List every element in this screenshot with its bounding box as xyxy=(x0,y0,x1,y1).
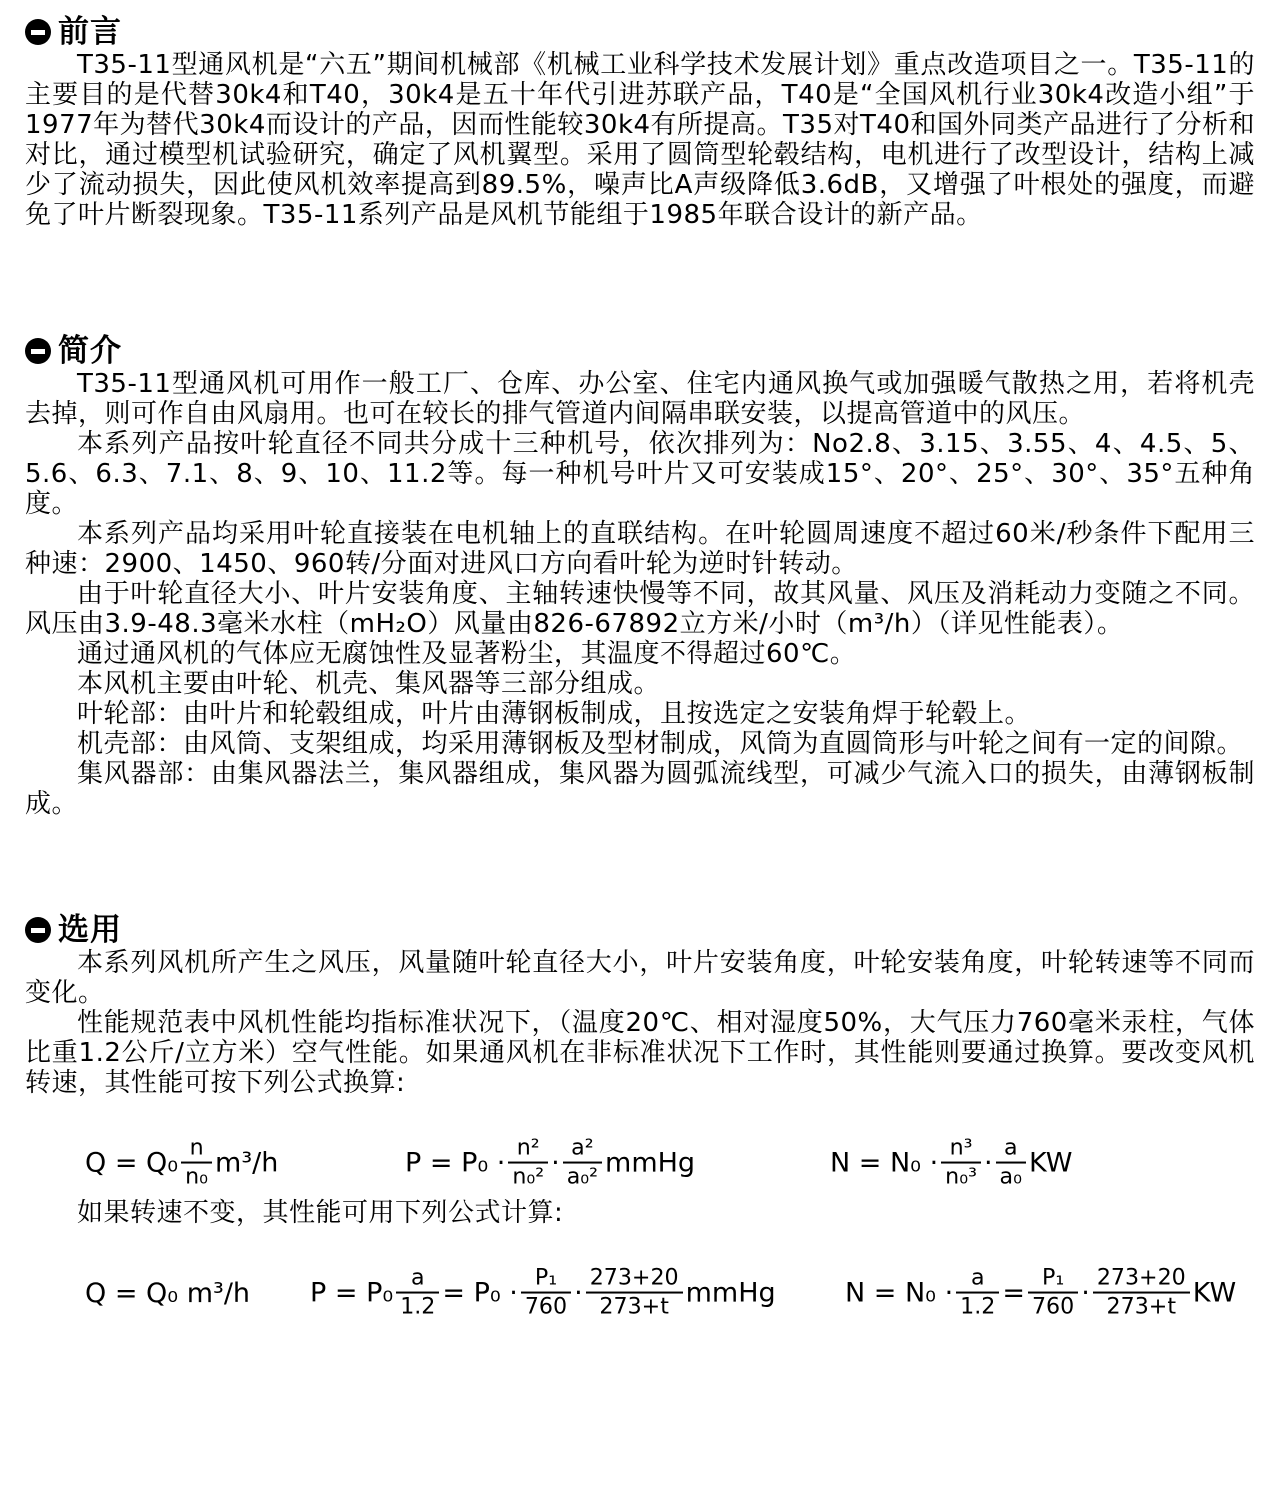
section-header-selection xyxy=(25,912,1255,948)
paragraph: 本系列产品均采用叶轮直接装在电机轴上的直联结构。在叶轮圆周速度不超过60米/秒条件下配用三种速：2900、1450、960转/分面对进风口方向看叶轮为逆时针转动。 xyxy=(25,519,1255,579)
paragraph: T35-11型通风机可用作一般工厂、仓库、办公室、住宅内通风换气或加强暖气散热之用，若将机壳去掉，则可作自由风扇用。也可在较长的排气管道内间隔串联安装，以提高管道中的风压。 xyxy=(25,369,1255,429)
paragraph: 集风器部：由集风器法兰，集风器组成，集风器为圆弧流线型，可减少气流入口的损失，由薄钢板制成。 xyxy=(25,759,1255,819)
section-title: 前言 xyxy=(58,14,122,50)
minus-circle-icon xyxy=(25,19,51,45)
paragraph: 机壳部：由风筒、支架组成，均采用薄钢板及型材制成，风筒为直圆筒形与叶轮之间有一定的间隙。 xyxy=(77,729,1244,759)
formula-row-constant-speed xyxy=(25,1258,1255,1328)
paragraph: 本风机主要由叶轮、机壳、集风器等三部分组成。 xyxy=(77,669,661,699)
formula-power-speed: N = N₀ · $\frac{\text{n³}}{\text{n₀³}}$ · $\frac{a}{\text{a₀}}$ KW xyxy=(830,1134,1073,1190)
formula-pressure-speed: P = P₀ · $\frac{\text{n²}}{\text{n₀²}}$ · $\frac{\text{a²}}{\text{a₀²}}$ mmHg xyxy=(405,1134,696,1190)
paragraph: T35-11型通风机是“六五”期间机械部《机械工业科学技术发展计划》重点改造项目之一。T35-11的主要目的是代替30k4和T40，30k4是五十年代引进苏联产品，T40是“全国风机行业30k4改造小组”于1977年为替代30k4而设计的产品，因而性能较30k4有所提高。T35对T40和国外同类产品进行了分析和对比，通过模型机试验研究，确定了风机翼型。采用了圆筒型轮毂结构，电机进行了改型设计，结构上减少了流动损失，因此使风机效率提高到89.5%，噪声比A声级降低3.6dB，又增强了叶根处的强度，而避免了叶片断裂现象。T35-11系列产品是风机节能组于1985年联合设计的新产品。 xyxy=(25,50,1255,230)
minus-circle-icon xyxy=(25,338,51,364)
minus-circle-icon xyxy=(25,917,51,943)
formula-pressure-constant: P = P₀ $\frac{a}{1.2}$ = P₀ · $\frac{\text{P₁}}{760}$ · $\frac{273+20}{273+t}$ mmHg xyxy=(310,1264,776,1320)
section-title: 简介 xyxy=(58,333,122,369)
formula-row-speed-change xyxy=(25,1128,1255,1198)
section-header-intro xyxy=(25,333,1255,369)
section-header-foreword xyxy=(25,14,1255,50)
formula-flow-constant: Q = Q₀ m³/h xyxy=(85,1278,251,1309)
paragraph: 性能规范表中风机性能均指标准状况下，（温度20℃、相对湿度50%，大气压力760毫米汞柱，气体比重1.2公斤/立方米）空气性能。如果通风机在非标准状况下工作时，其性能则要通过换算。要改变风机转速，其性能可按下列公式换算: xyxy=(25,1008,1255,1098)
paragraph: 叶轮部：由叶片和轮毂组成，叶片由薄钢板制成，且按选定之安装角焊于轮毂上。 xyxy=(77,699,1032,729)
formula-power-constant: N = N₀ · $\frac{a}{1.2}$ = $\frac{\text{P₁}}{760}$ · $\frac{273+20}{273+t}$ KW xyxy=(845,1264,1237,1320)
paragraph: 本系列产品按叶轮直径不同共分成十三种机号，依次排列为：No2.8、3.15、3.55、4、4.5、5、5.6、6.3、7.1、8、9、10、11.2等。每一种机号叶片又可安装成15°、20°、25°、30°、35°五种角度。 xyxy=(25,429,1255,519)
paragraph: 通过通风机的气体应无腐蚀性及显著粉尘，其温度不得超过60℃。 xyxy=(77,639,857,669)
section-title: 选用 xyxy=(58,912,122,948)
paragraph: 由于叶轮直径大小、叶片安装角度、主轴转速快慢等不同，故其风量、风压及消耗动力变随之不同。风压由3.9-48.3毫米水柱（mH₂O）风量由826-67892立方米/小时（m³/h）（详见性能表）。 xyxy=(25,579,1255,639)
formula-flow-speed: Q = Q₀ $\frac{n}{\text{n₀}}$ m³/h xyxy=(85,1134,279,1190)
paragraph: 本系列风机所产生之风压，风量随叶轮直径大小，叶片安装角度，叶轮安装角度，叶轮转速等不同而变化。 xyxy=(25,948,1255,1008)
formula-note: 如果转速不变，其性能可用下列公式计算: xyxy=(77,1198,564,1228)
